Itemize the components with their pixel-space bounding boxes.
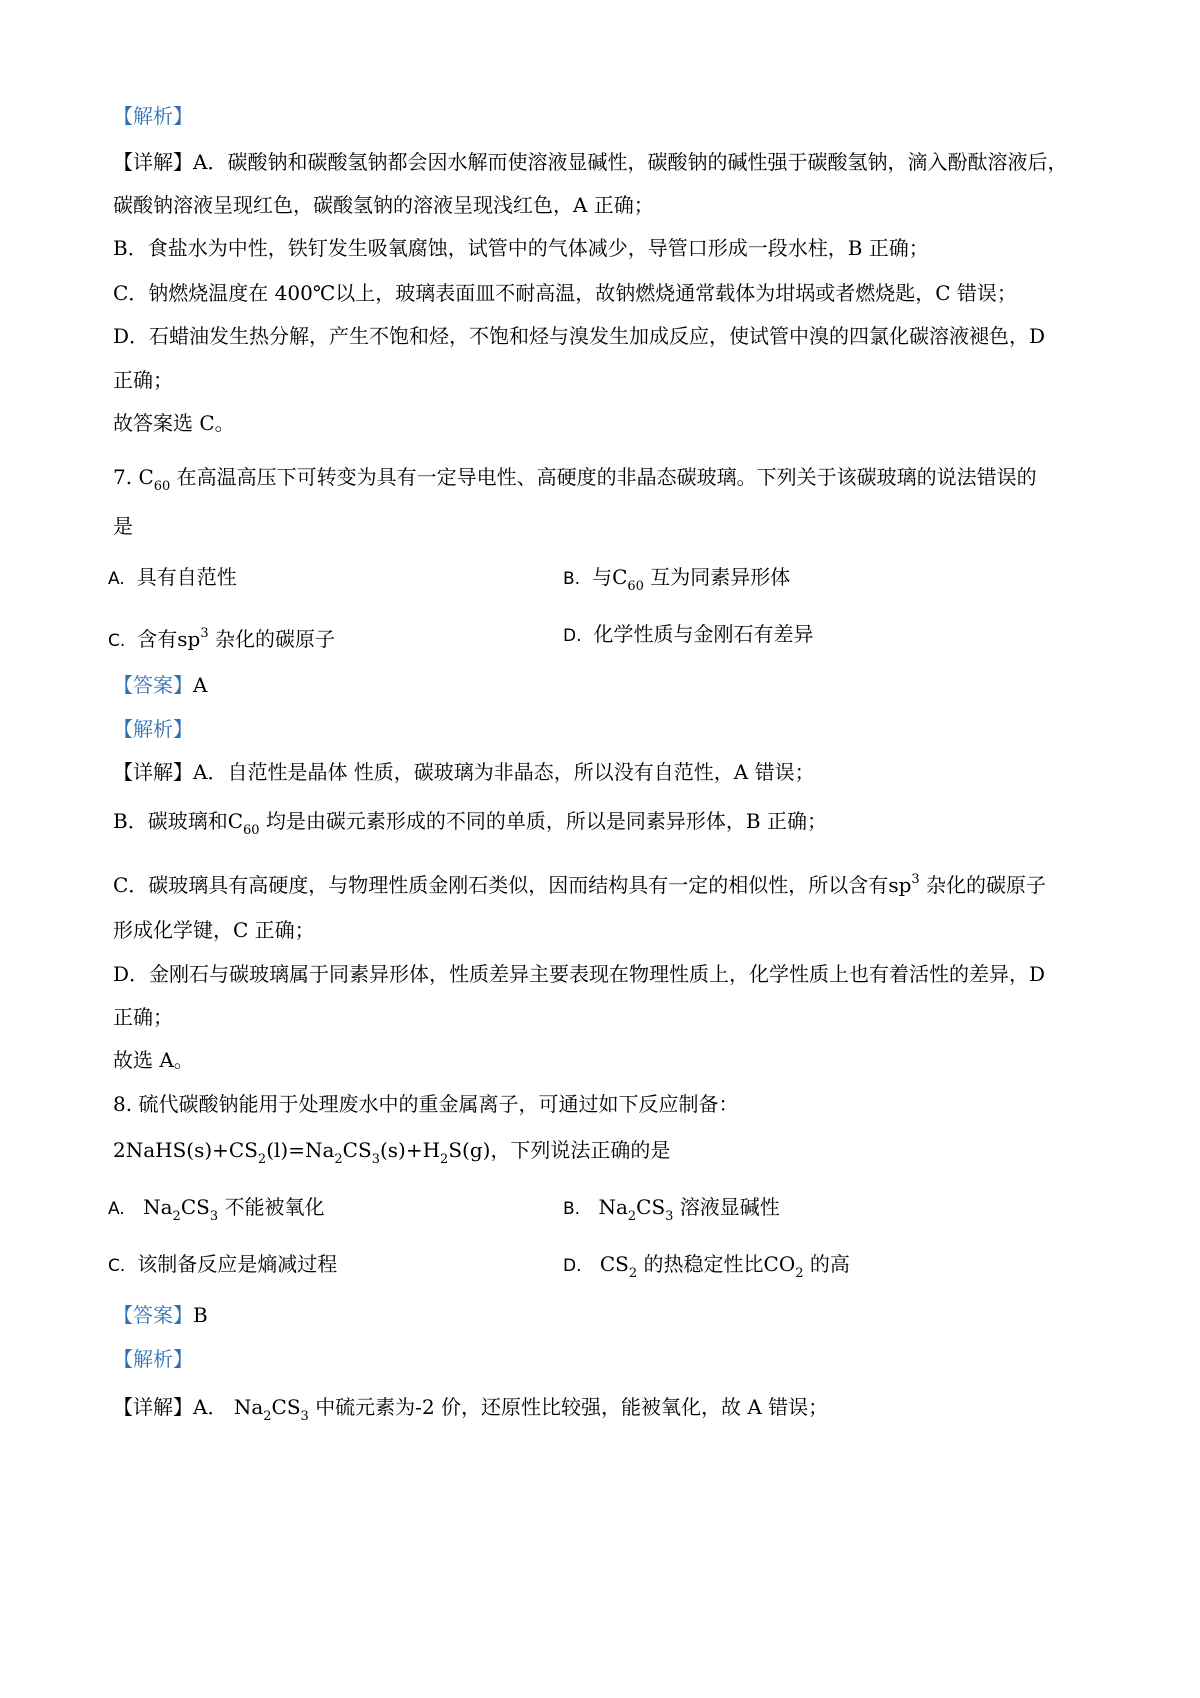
q8-option-a: A. $Na_2CS_3$ 不能被氧化 [108, 1195, 325, 1224]
detail-tag: 【详解】 [113, 150, 193, 174]
q6-detail-line-3: B．食盐水为中性，铁钉发生吸氧腐蚀，试管中的气体减少，导管口形成一段水柱，B 正确； [113, 236, 929, 260]
q6-detail-line-4: C．钠燃烧温度在 400℃以上，玻璃表面皿不耐高温，故钠燃烧通常载体为坩埚或者燃烧匙，C 错误； [113, 281, 1017, 305]
q8-equation-line: $2NaHS(s)+CS_2(l)=Na_2CS_3(s)+H_2S(g)$，下列说法正确的是 [113, 1138, 671, 1167]
q7-detail-line-6: 正确； [113, 1005, 173, 1029]
q6-detail-line-6: 正确； [113, 368, 173, 392]
q6-detail-line-5: D．石蜡油发生热分解，产生不饱和烃，不饱和烃与溴发生加成反应，使试管中溴的四氯化碳溶液褪色，D [113, 324, 1046, 348]
q7-detail-line-5: D．金刚石与碳玻璃属于同素异形体，性质差异主要表现在物理性质上，化学性质上也有着活性的差异，D [113, 962, 1046, 986]
q7-option-a: A. 具有自范性 [108, 565, 237, 589]
q7-detail-line-3: C．碳玻璃具有高硬度，与物理性质金刚石类似，因而结构具有一定的相似性，所以含有$sp^3$ 杂化的碳原子 [113, 872, 1047, 897]
jiexi-heading-q8: 【解析】 [113, 1347, 193, 1371]
q7-stem-line-1: 7. $C_{60}$ 在高温高压下可转变为具有一定导电性、高硬度的非晶态碳玻璃。下列关于该碳玻璃的说法错误的 [113, 465, 1037, 494]
q7-answer: 【答案】A [113, 673, 208, 697]
q6-detail-line-1: 【详解】A．碳酸钠和碳酸氢钠都会因水解而使溶液显碱性，碳酸钠的碱性强于碳酸氢钠，滴入酚酞溶液后， [113, 150, 1068, 174]
q7-option-d: D. 化学性质与金刚石有差异 [563, 622, 814, 646]
q8-option-c: C. 该制备反应是熵减过程 [108, 1252, 338, 1276]
q6-detail-line-2: 碳酸钠溶液呈现红色，碳酸氢钠的溶液呈现浅红色，A 正确； [113, 193, 654, 217]
q8-detail-line-1: 【详解】A． $Na_2CS_3$ 中硫元素为-2 价，还原性比较强，能被氧化，故 A 错误； [113, 1395, 829, 1424]
q7-detail-line-2: B．碳玻璃和$C_{60}$ 均是由碳元素形成的不同的单质，所以是同素异形体，B 正确； [113, 809, 827, 838]
q7-stem-line-2: 是 [113, 514, 133, 538]
q6-conclusion: 故答案选 C。 [113, 411, 235, 435]
q7-detail-line-1: 【详解】A．自范性是晶体 性质，碳玻璃为非晶态，所以没有自范性，A 错误； [113, 760, 815, 784]
q7-detail-line-4: 形成化学键，C 正确； [113, 918, 315, 942]
jiexi-heading-q6: 【解析】 [113, 104, 193, 128]
q8-stem-line-1: 8. 硫代碳酸钠能用于处理废水中的重金属离子，可通过如下反应制备： [113, 1092, 739, 1116]
q8-answer: 【答案】B [113, 1303, 208, 1327]
q8-option-b: B. $Na_2CS_3$ 溶液显碱性 [563, 1195, 780, 1224]
q7-option-c: C. 含有$sp^3$ 杂化的碳原子 [108, 626, 335, 651]
q7-option-b: B. 与$C_{60}$ 互为同素异形体 [563, 565, 791, 594]
q7-conclusion: 故选 A。 [113, 1048, 194, 1072]
jiexi-heading-q7: 【解析】 [113, 717, 193, 741]
q8-option-d: D. $CS_2$ 的热稳定性比$CO_2$ 的高 [563, 1252, 850, 1281]
